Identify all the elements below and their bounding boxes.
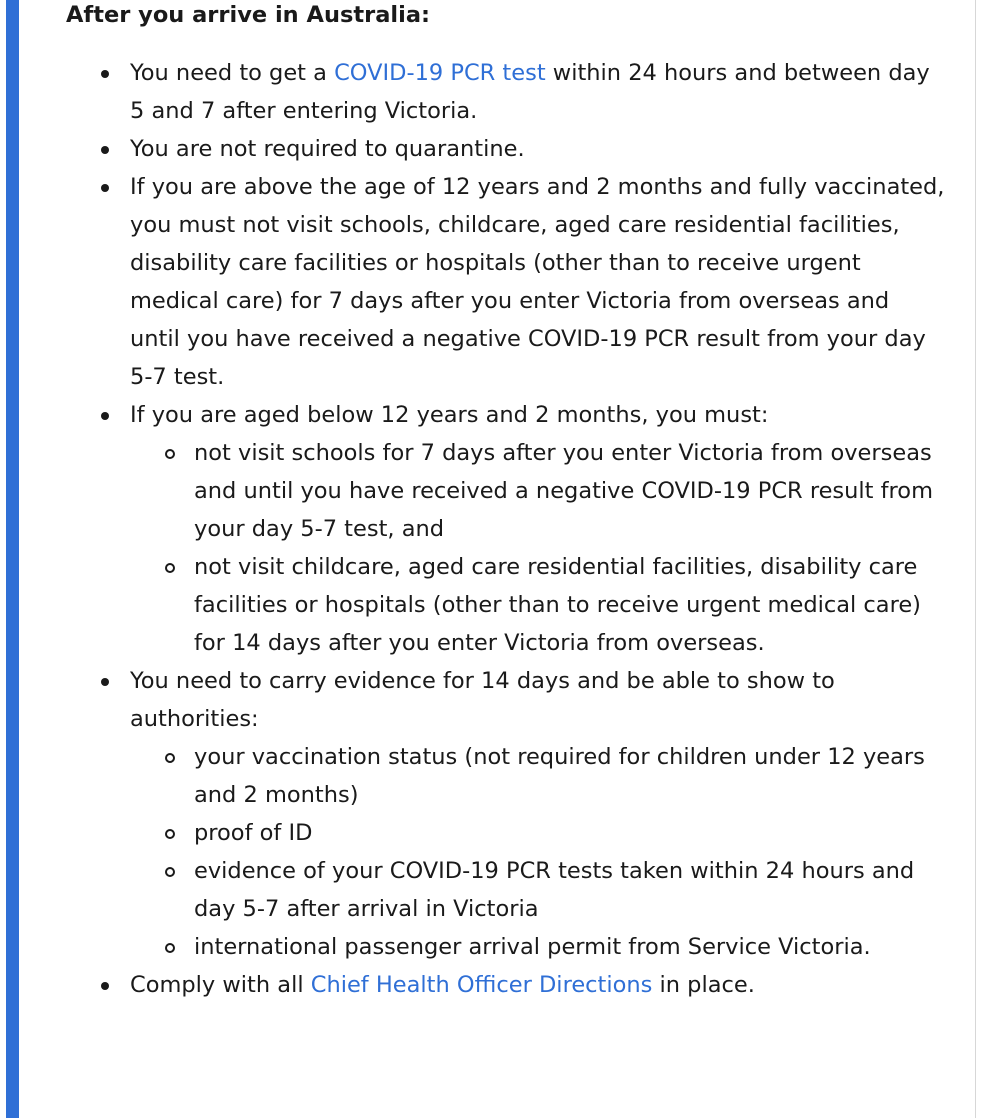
item-text: in place. bbox=[652, 972, 755, 998]
item-text: You need to carry evidence for 14 days and be able to show to authorities: bbox=[130, 668, 835, 732]
sub-list-item: not visit schools for 7 days after you enter Victoria from overseas and until you have received a negative COVID-19 PCR result from your day 5-7 test, and bbox=[194, 434, 946, 548]
list-item bbox=[130, 662, 946, 966]
cho-directions-link[interactable]: Chief Health Officer Directions bbox=[310, 972, 653, 998]
pcr-test-link[interactable]: COVID-19 PCR test bbox=[334, 60, 546, 86]
sub-list-item: proof of ID bbox=[194, 814, 946, 852]
item-text: You need to get a bbox=[130, 60, 335, 86]
sub-list-item: evidence of your COVID-19 PCR tests taken within 24 hours and day 5-7 after arrival in Victoria bbox=[194, 852, 946, 928]
sub-list-item: international passenger arrival permit from Service Victoria. bbox=[194, 928, 946, 966]
arrival-requirements-list bbox=[66, 54, 946, 1004]
under-12-requirements-list bbox=[130, 434, 946, 662]
sub-list-item: your vaccination status (not required for children under 12 years and 2 months) bbox=[194, 738, 946, 814]
item-text: Comply with all bbox=[130, 972, 311, 998]
sub-list-item: not visit childcare, aged care residential facilities, disability care facilities or hospitals (other than to receive urgent medical care) for 14 days after you enter Victoria from overseas. bbox=[194, 548, 946, 662]
callout-content bbox=[66, 0, 946, 1004]
item-text: If you are aged below 12 years and 2 months, you must: bbox=[130, 402, 769, 428]
list-item bbox=[130, 54, 946, 130]
list-item: If you are above the age of 12 years and 2 months and fully vaccinated, you must not visit schools, childcare, aged care residential facilities, disability care facilities or hospitals (other than to receive urgent medical care) for 7 days after you enter Victoria from overseas and until you have received a negative COVID-19 PCR result from your day 5-7 test. bbox=[130, 168, 946, 396]
item-text: within 24 hours and between day 5 and 7 after entering Victoria. bbox=[130, 60, 930, 124]
list-item: You are not required to quarantine. bbox=[130, 130, 946, 168]
list-item bbox=[130, 396, 946, 662]
section-heading: After you arrive in Australia: bbox=[66, 2, 430, 28]
evidence-list bbox=[130, 738, 946, 966]
list-item bbox=[130, 966, 946, 1004]
info-callout bbox=[6, 0, 976, 1118]
